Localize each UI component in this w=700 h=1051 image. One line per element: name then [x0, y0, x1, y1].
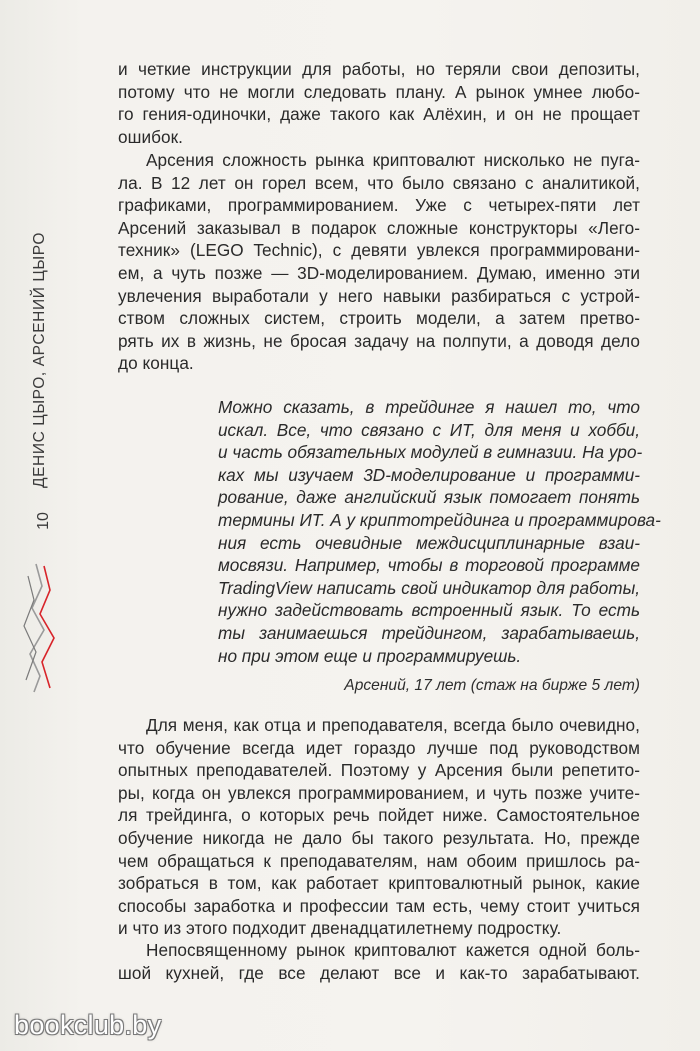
quote-line: ния есть очевидные междисциплинарные взаи- — [218, 532, 640, 553]
quote-line: ты занимаешься трейдингом, зарабатываешь, — [218, 622, 640, 643]
quote-line: TradingView написать свой индикатор для работы, — [218, 577, 640, 598]
quote-line: мосвязи. Например, чтобы в торговой программе — [218, 555, 640, 576]
quote-line: термины ИТ. А у криптотрейдинга и программирова- — [218, 509, 661, 530]
page-number: 10 — [34, 512, 52, 530]
paragraph-4 — [118, 939, 640, 984]
text-line: Непосвященному рынок криптовалют кажется одной боль- — [146, 940, 640, 960]
quote-attribution: Арсений, 17 лет (стаж на бирже 5 лет) — [344, 677, 640, 694]
text-line: увлечения выработали у него навыки разбираться с устрой- — [118, 285, 640, 306]
paragraph-1 — [118, 58, 640, 148]
decorative-zigzag — [14, 556, 84, 696]
paragraph-2 — [118, 149, 640, 375]
text-line: обучение никогда не дало бы такого результата. Но, прежде — [118, 827, 640, 848]
text-line: Арсения сложность рынка криптовалют нисколько не пуга- — [146, 150, 640, 170]
text-line: и что из этого подходит двенадцатилетнему подростку. — [118, 918, 562, 939]
text-line: зобраться в том, как работает криптовалютный рынок, какие — [118, 873, 640, 894]
text-line: ством сложных систем, строить модели, а затем претво- — [118, 308, 640, 329]
text-line: ем, а чуть позже — 3D-моделированием. Думаю, именно эти — [118, 262, 640, 283]
text-line: опытных преподавателей. Поэтому у Арсения были репетито- — [118, 760, 640, 781]
text-line: ошибок. — [118, 126, 183, 147]
quote-line: и часть обязательных модулей в гимназии. На уро- — [218, 442, 643, 463]
text-line: способы заработка и профессии там есть, чему стоит учиться — [118, 895, 640, 916]
quote-block — [218, 396, 661, 667]
text-line: ла. В 12 лет он горел всем, что было связано с аналитикой, — [118, 172, 640, 193]
text-line: потому что не могли следовать плану. А рынок умнее любо- — [118, 81, 640, 102]
text-line: чем обращаться к преподавателям, нам обоим пришлось ра- — [118, 850, 640, 871]
text-line: и четкие инструкции для работы, но теряли свои депозиты, — [118, 59, 640, 79]
text-line: что обучение всегда идет гораздо лучше под руководством — [118, 737, 640, 758]
quote-line: нужно задействовать встроенный язык. То есть — [218, 600, 640, 621]
running-head-authors: ДЕНИС ЦЫРО, АРСЕНИЙ ЦЫРО — [31, 232, 48, 488]
text-line: рять их в жизнь, не бросая задачу на полпути, а доводя дело — [118, 330, 640, 351]
text-line: ля трейдинга, о которых речь пойдет ниже. Самостоятельное — [118, 805, 640, 826]
site-watermark: bookclub.by — [14, 1010, 162, 1040]
text-line: Для меня, как отца и преподавателя, всегда было очевидно, — [146, 715, 640, 735]
quote-line: рование, даже английский язык помогает понять — [218, 487, 640, 508]
quote-line: ках мы изучаем 3D-моделирование и программи- — [218, 464, 640, 485]
text-line: шой кухней, где все делают все и как-то зарабатывают. — [118, 962, 640, 983]
paragraph-3 — [118, 714, 640, 940]
text-line: техник» (LEGO Technic), с девяти увлекся программировани- — [118, 240, 640, 261]
quote-line: но при этом еще и программируешь. — [218, 645, 522, 666]
text-line: го гения-одиночки, даже такого как Алёхин, и он не прощает — [118, 104, 640, 125]
text-line: Арсений заказывал в подарок сложные конструкторы «Лего- — [118, 217, 640, 238]
text-line: графиками, программированием. Уже с четырех-пяти лет — [118, 195, 640, 216]
text-line: до конца. — [118, 353, 194, 374]
text-line: ры, когда он увлекся программированием, и чуть позже учите- — [118, 782, 640, 803]
quote-line: Можно сказать, в трейдинге я нашел то, что — [218, 397, 640, 417]
quote-line: искал. Все, что связано с ИТ, для меня и хобби, — [218, 419, 640, 440]
